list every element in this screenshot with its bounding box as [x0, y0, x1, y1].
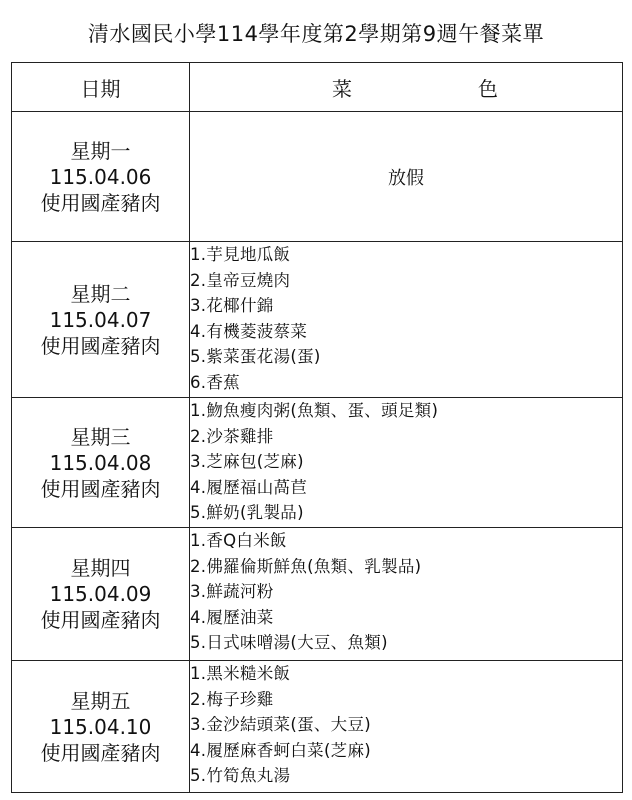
dish-item: 1.芋見地瓜飯	[190, 245, 291, 264]
table-row-friday	[12, 661, 623, 793]
dish-column-header	[190, 63, 623, 112]
dish-item: 5.鮮奶(乳製品)	[190, 503, 304, 523]
dish-item: 2.梅子珍雞	[190, 689, 274, 709]
dish-item: 6.香蕉	[190, 372, 240, 392]
table-row-thursday	[12, 528, 623, 661]
dish-item: 3.金沙結頭菜(蛋、大豆)	[190, 715, 372, 735]
weekday-label: 星期三	[70, 424, 131, 449]
dish-list	[190, 528, 623, 661]
weekday-label: 星期二	[70, 281, 131, 306]
dish-item: 4.履歷麻香蚵白菜(芝麻)	[190, 740, 372, 760]
dish-item: 4.履歷油菜	[190, 607, 274, 627]
dish-item: 2.皇帝豆燒肉	[190, 270, 291, 290]
dish-item: 5.竹筍魚丸湯	[190, 766, 291, 786]
dish-item: 5.日式味噌湯(大豆、魚類)	[190, 633, 388, 653]
pork-note: 使用國產豬肉	[40, 190, 161, 215]
date-cell	[12, 661, 190, 793]
table-row-tuesday	[12, 242, 623, 398]
dish-item: 5.紫菜蛋花湯(蛋)	[190, 347, 321, 367]
date-label: 115.04.09	[49, 582, 152, 606]
weekday-label: 星期五	[70, 688, 131, 713]
dish-item: 2.沙茶雞排	[190, 426, 274, 446]
pork-note: 使用國產豬肉	[40, 740, 161, 765]
dish-list	[190, 242, 623, 398]
date-label: 115.04.06	[49, 164, 152, 189]
dish-item: 1.魩魚瘦肉粥(魚類、蛋、頭足類)	[190, 401, 439, 420]
date-cell	[12, 398, 190, 528]
dish-item: 3.芝麻包(芝麻)	[190, 452, 304, 472]
pork-note: 使用國產豬肉	[40, 476, 161, 501]
date-column-header: 日期	[12, 63, 190, 112]
table-header-row	[12, 63, 623, 112]
lunch-menu-table	[11, 62, 623, 793]
table-row-monday	[12, 112, 623, 242]
weekday-label: 星期四	[70, 556, 131, 580]
dish-item: 1.黑米糙米飯	[190, 664, 291, 683]
dish-item: 4.有機菱菠蔡菜	[190, 321, 308, 341]
date-label: 115.04.10	[49, 714, 152, 739]
dish-item: 3.鮮蔬河粉	[190, 582, 274, 602]
date-cell	[12, 528, 190, 661]
dish-item: 2.佛羅倫斯鮮魚(魚類、乳製品)	[190, 556, 422, 576]
dish-item: 1.香Q白米飯	[190, 531, 287, 550]
holiday-cell: 放假	[190, 112, 623, 242]
dish-header-left: 菜	[332, 76, 352, 101]
table-row-wednesday	[12, 398, 623, 528]
dish-header-right: 色	[478, 76, 498, 101]
date-cell	[12, 112, 190, 242]
page-title: 清水國民小學114學年度第2學期第9週午餐菜單	[87, 22, 545, 46]
dish-list	[190, 661, 623, 793]
pork-note: 使用國產豬肉	[40, 333, 161, 358]
date-label: 115.04.08	[49, 450, 152, 475]
dish-item: 4.履歷福山萵苣	[190, 477, 308, 497]
pork-note: 使用國產豬肉	[40, 608, 161, 632]
date-cell	[12, 242, 190, 398]
dish-item: 3.花椰什錦	[190, 296, 274, 316]
dish-list	[190, 398, 623, 528]
date-label: 115.04.07	[49, 307, 152, 332]
weekday-label: 星期一	[70, 138, 131, 163]
